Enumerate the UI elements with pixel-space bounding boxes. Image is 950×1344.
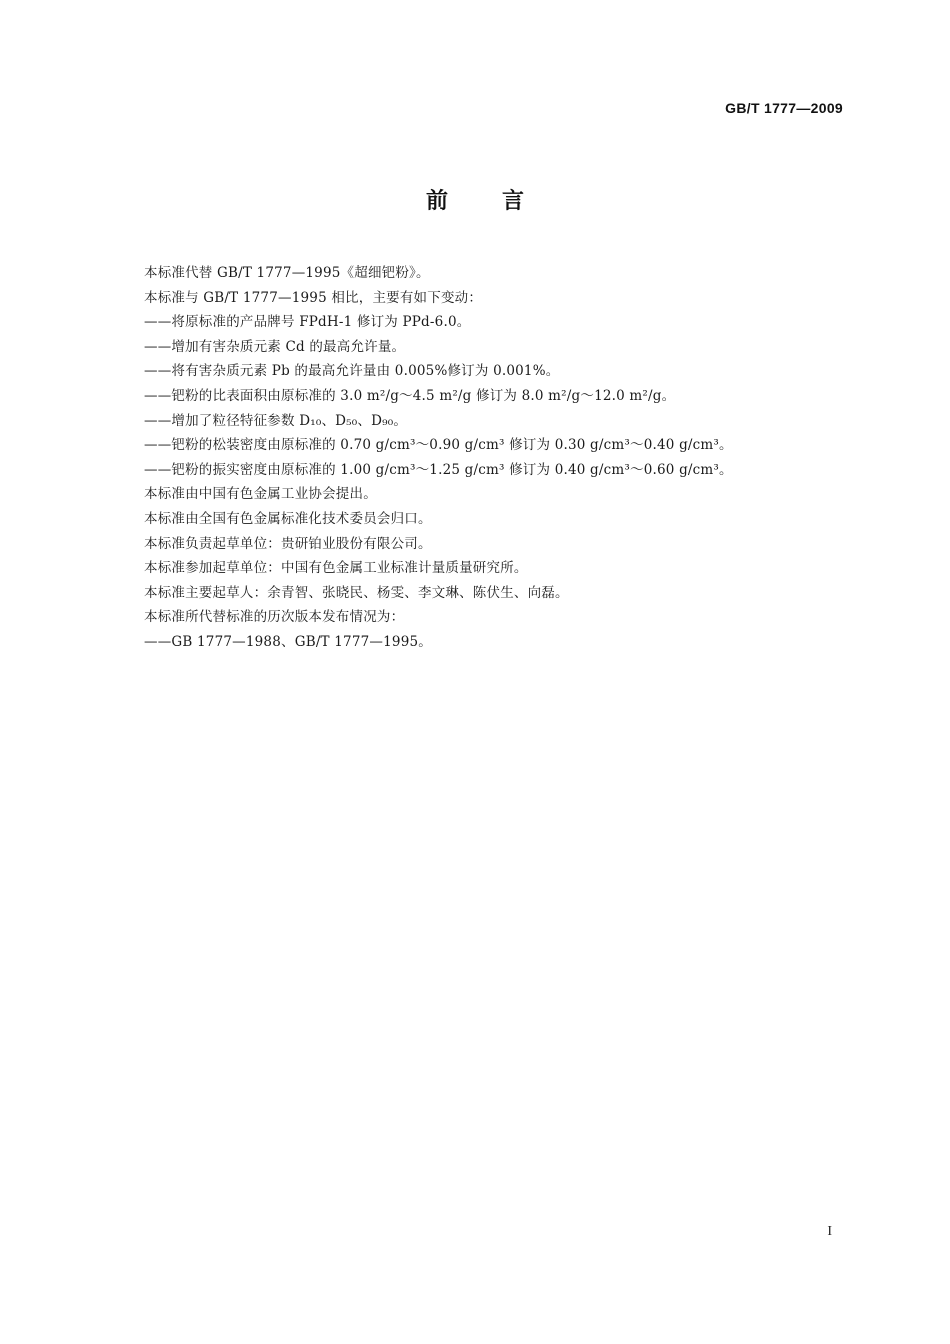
paragraph-line: 本标准由全国有色金属标准化技术委员会归口。	[144, 510, 432, 527]
paragraph-line: 本标准负责起草单位：贵研铂业股份有限公司。	[144, 535, 432, 552]
change-item: ——钯粉的比表面积由原标准的 3.0 m²/g～4.5 m²/g 修订为 8.0 m²/g～12.0 m²/g。	[144, 387, 676, 404]
standard-number: GB/T 1777—2009	[725, 100, 843, 116]
page-title: 前言	[425, 189, 578, 214]
paragraph-line: 本标准主要起草人：余青智、张晓民、杨雯、李文琳、陈伏生、向磊。	[144, 584, 569, 601]
foreword-body	[144, 261, 844, 655]
change-item: ——将原标准的产品牌号 FPdH-1 修订为 PPd-6.0。	[144, 314, 471, 331]
change-item: ——钯粉的振实密度由原标准的 1.00 g/cm³～1.25 g/cm³ 修订为 0.40 g/cm³～0.60 g/cm³。	[144, 461, 733, 478]
paragraph-line: 本标准与 GB/T 1777—1995 相比，主要有如下变动：	[144, 289, 483, 306]
change-item: ——增加有害杂质元素 Cd 的最高允许量。	[144, 338, 406, 355]
paragraph-line: 本标准参加起草单位：中国有色金属工业标准计量质量研究所。	[144, 560, 528, 577]
change-item: ——将有害杂质元素 Pb 的最高允许量由 0.005%修订为 0.001%。	[144, 363, 560, 380]
paragraph-line: 本标准所代替标准的历次版本发布情况为：	[144, 609, 405, 626]
change-item: ——增加了粒径特征参数 D₁₀、D₅₀、D₉₀。	[144, 412, 408, 429]
change-item: ——钯粉的松装密度由原标准的 0.70 g/cm³～0.90 g/cm³ 修订为 0.30 g/cm³～0.40 g/cm³。	[144, 437, 733, 454]
paragraph-line: 本标准由中国有色金属工业协会提出。	[144, 486, 377, 503]
paragraph-line: 本标准代替 GB/T 1777—1995《超细钯粉》。	[144, 265, 430, 281]
page-number: I	[827, 1224, 832, 1239]
change-item: ——GB 1777—1988、GB/T 1777—1995。	[144, 633, 432, 650]
